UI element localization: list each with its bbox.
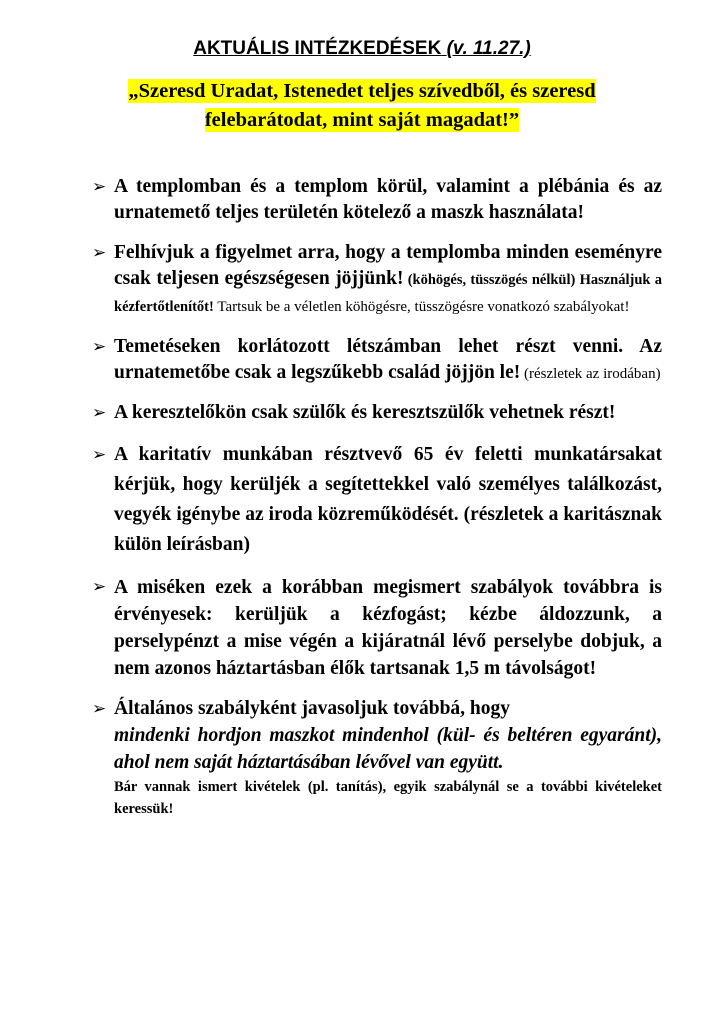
arrow-bullet-icon: ➢ bbox=[92, 699, 107, 719]
list-item bbox=[92, 400, 662, 426]
item-text: A templomban és a templom körül, valamint a plébánia és az urnatemető teljes területén kötelező a maszk használata! bbox=[114, 176, 662, 223]
item-small-bold-text: (köhögés, tüsszögés nélkül) Használjuk a kézfertőtlenítőt! bbox=[114, 272, 662, 315]
list-item bbox=[92, 240, 662, 320]
highlighted-quote bbox=[0, 77, 724, 135]
list-item bbox=[92, 174, 662, 226]
item-small-text: (részletek az irodában) bbox=[520, 366, 661, 382]
item-text: A miséken ezek a korábban megismert szabályok továbbra is érvényesek: kerüljük a kézfogást; kézbe áldozzunk, a perselypénzt a mise végén a kijáratnál lévő perselybe dobjuk, a nem azonos háztartásban élők tartsanak 1,5 m távolságot! bbox=[114, 577, 662, 679]
item-text: A keresztelőkön csak szülők és keresztszülők vehetnek részt! bbox=[114, 402, 616, 423]
title-text: AKTUÁLIS INTÉZKEDÉSEK bbox=[193, 38, 442, 59]
arrow-bullet-icon: ➢ bbox=[92, 577, 107, 597]
item-note-text: Bár vannak ismert kivételek (pl. tanítás), egyik szabálynál se a további kivételeket keressük! bbox=[114, 779, 662, 817]
list-item bbox=[92, 334, 662, 386]
item-small-text: Tartsuk be a véletlen köhögésre, tüsszögésre vonatkozó szabályokat! bbox=[213, 299, 630, 315]
list-item bbox=[92, 574, 662, 682]
list-item bbox=[92, 440, 662, 560]
list-item bbox=[92, 696, 662, 820]
arrow-bullet-icon: ➢ bbox=[92, 337, 107, 357]
title-version: (v. 11.27.) bbox=[446, 38, 531, 59]
arrow-bullet-icon: ➢ bbox=[92, 243, 107, 263]
arrow-bullet-icon: ➢ bbox=[92, 403, 107, 423]
measures-list bbox=[92, 174, 662, 820]
arrow-bullet-icon: ➢ bbox=[92, 445, 107, 465]
item-text: Általános szabályként javasoljuk továbbá, hogy bbox=[114, 698, 511, 719]
item-italic-text: mindenki hordjon maszkot mindenhol (kül- és beltéren egyaránt), ahol nem saját háztartásában lévővel van együtt. bbox=[114, 725, 662, 773]
item-text: Felhívjuk a figyelmet arra, hogy a templomba minden eseményre csak teljesen egészségesen jöjjünk! bbox=[114, 242, 662, 289]
arrow-bullet-icon: ➢ bbox=[92, 177, 107, 197]
page-title bbox=[0, 38, 724, 60]
item-text: Temetéseken korlátozott létszámban lehet részt venni. Az urnatemetőbe csak a legszűkebb család jöjjön le! bbox=[114, 336, 662, 383]
quote-line-2: felebarátodat, mint saját magadat!” bbox=[204, 109, 520, 131]
item-text: A karitatív munkában résztvevő 65 év feletti munkatársakat kérjük, hogy kerüljék a segítettekkel való személyes találkozást, vegyék igénybe az iroda közreműködését. (részletek a karitásznak külön leírásban) bbox=[114, 444, 662, 555]
quote-line-1: „Szeresd Uradat, Istenedet teljes szívedből, és szeresd bbox=[128, 80, 596, 102]
